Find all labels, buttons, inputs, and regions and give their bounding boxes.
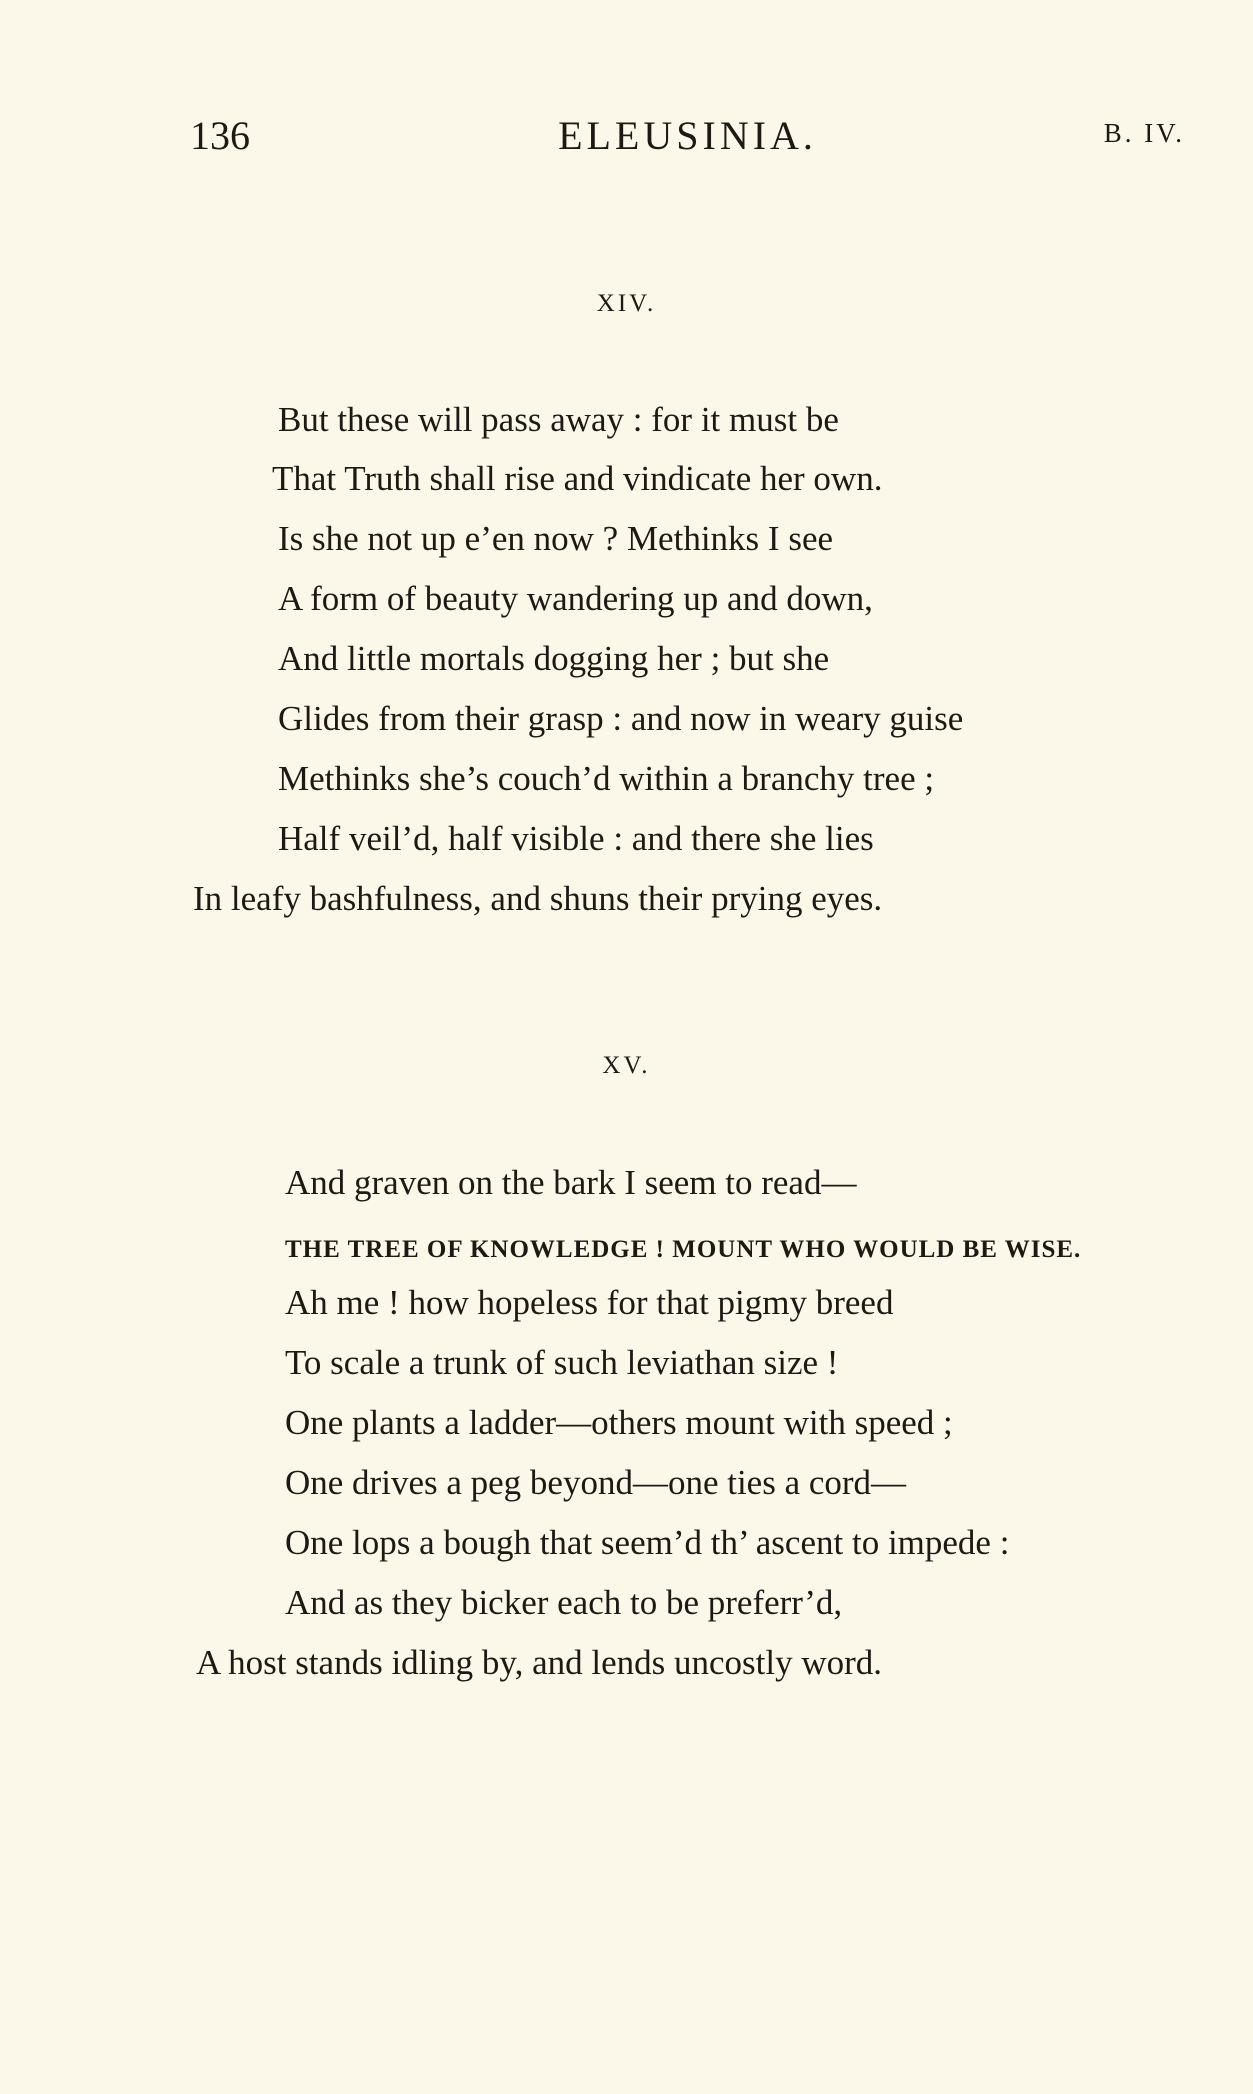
stanza-number-xiv: XIV. bbox=[596, 290, 657, 317]
verse-line: In leafy bashfulness, and shuns their prying eyes. bbox=[193, 879, 883, 918]
verse-line: Half veil’d, half visible : and there she lies bbox=[278, 819, 874, 858]
verse-line: That Truth shall rise and vindicate her own. bbox=[272, 459, 883, 498]
verse-line: One plants a ladder—others mount with speed ; bbox=[285, 1403, 953, 1442]
verse-line: Is she not up e’en now ? Methinks I see bbox=[278, 519, 834, 558]
verse-line: But these will pass away : for it must be bbox=[278, 400, 839, 439]
verse-line: Ah me ! how hopeless for that pigmy breed bbox=[285, 1283, 894, 1322]
running-head bbox=[190, 112, 1185, 172]
verse-line-inscription: THE TREE OF KNOWLEDGE ! MOUNT WHO WOULD BE WISE. bbox=[285, 1236, 1082, 1263]
verse-line: To scale a trunk of such leviathan size ! bbox=[285, 1343, 839, 1382]
verse-line: A host stands idling by, and lends uncostly word. bbox=[196, 1643, 883, 1682]
stanza-number-xv: XV. bbox=[602, 1052, 651, 1079]
page-number: 136 bbox=[190, 113, 250, 158]
running-title: ELEUSINIA. bbox=[558, 113, 817, 158]
book-reference: B. IV. bbox=[1103, 118, 1185, 148]
verse-line: One drives a peg beyond—one ties a cord— bbox=[285, 1463, 907, 1502]
verse-line: And little mortals dogging her ; but she bbox=[278, 639, 830, 678]
verse-line: One lops a bough that seem’d th’ ascent to impede : bbox=[285, 1523, 1010, 1562]
verse-line: And as they bicker each to be preferr’d, bbox=[285, 1583, 843, 1622]
verse-line: And graven on the bark I seem to read— bbox=[285, 1163, 857, 1202]
verse-line: A form of beauty wandering up and down, bbox=[278, 579, 873, 618]
verse-line: Glides from their grasp : and now in weary guise bbox=[278, 699, 964, 738]
verse-line: Methinks she’s couch’d within a branchy tree ; bbox=[278, 759, 935, 798]
